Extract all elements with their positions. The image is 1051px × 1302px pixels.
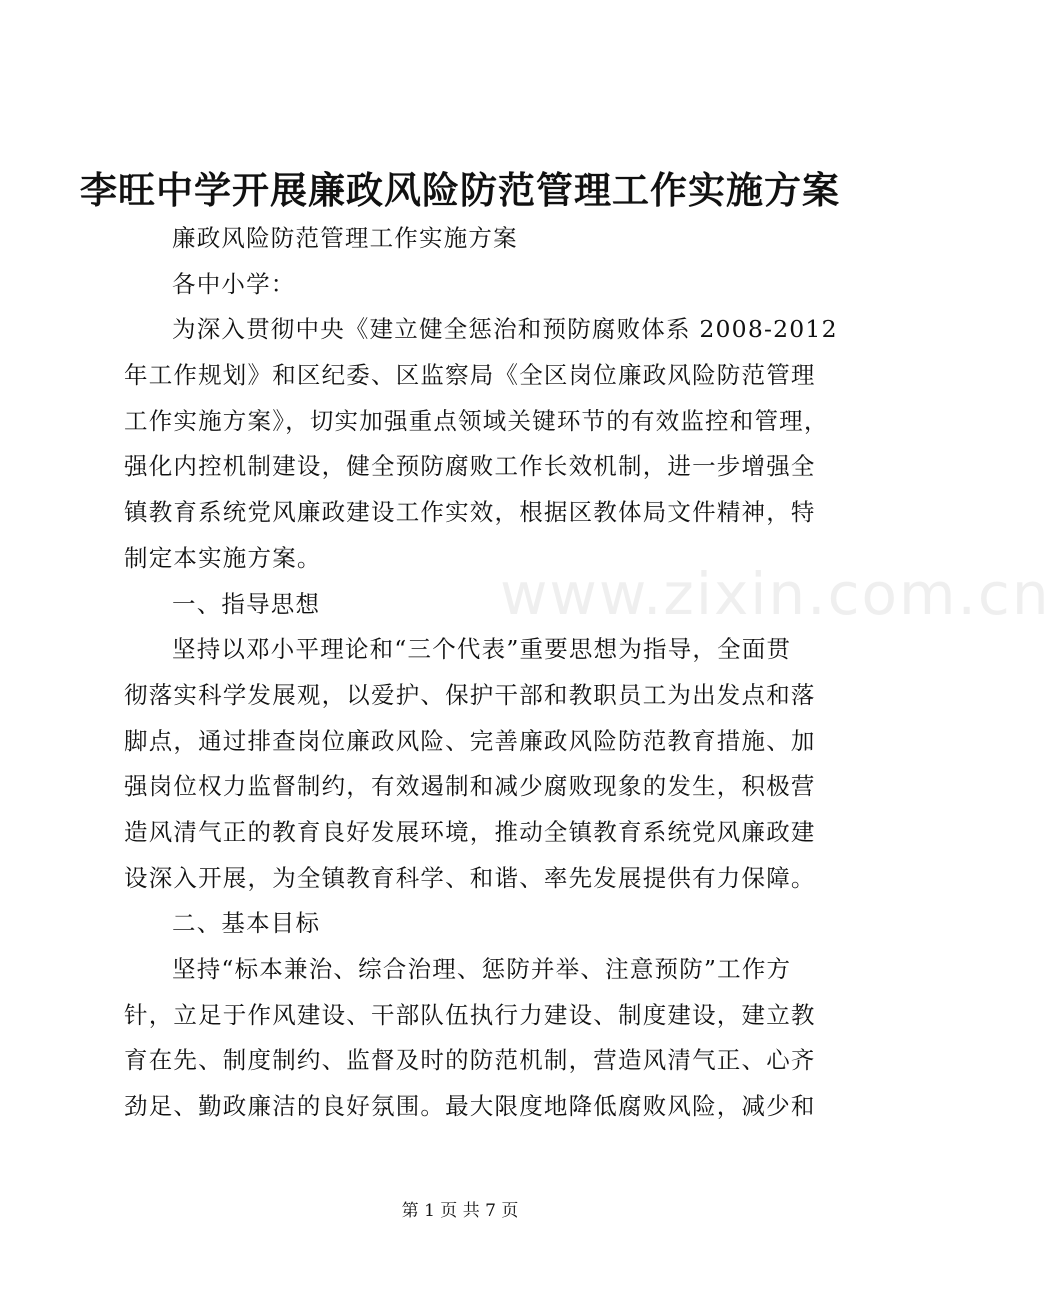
text-line: 各中小学： (172, 269, 296, 298)
text-line: 为深入贯彻中央《建立健全惩治和预防腐败体系 2008-2012 (172, 315, 838, 344)
text-line: 彻落实科学发展观，以爱护、保护干部和教职员工为出发点和落 (124, 680, 816, 709)
text-line: 脚点，通过排查岗位廉政风险、完善廉政风险防范教育措施、加 (124, 726, 816, 755)
document-title: 李旺中学开展廉政风险防范管理工作实施方案 (80, 168, 840, 212)
document-body (124, 216, 838, 1130)
text-line: 坚持“标本兼治、综合治理、惩防并举、注意预防”工作方 (172, 955, 792, 983)
text-line: 镇教育系统党风廉政建设工作实效，根据区教体局文件精神，特 (124, 498, 816, 527)
text-line: 工作实施方案》，切实加强重点领域关键环节的有效监控和管理， (124, 406, 829, 435)
text-line: 强岗位权力监督制约，有效遏制和减少腐败现象的发生，积极营 (124, 772, 816, 801)
text-line: 一、指导思想 (172, 589, 321, 618)
text-line: 制定本实施方案。 (124, 543, 322, 572)
text-line: 坚持以邓小平理论和“三个代表”重要思想为指导，全面贯 (172, 635, 792, 664)
text-line: 设深入开展，为全镇教育科学、和谐、率先发展提供有力保障。 (124, 863, 816, 892)
text-line: 强化内控机制建设，健全预防腐败工作长效机制，进一步增强全 (124, 452, 816, 481)
page-footer: 第 1 页 共 7 页 (401, 1201, 519, 1221)
text-line: 二、基本目标 (172, 909, 321, 938)
watermark: www.zixin.com.cn (500, 560, 1051, 628)
text-line: 年工作规划》和区纪委、区监察局《全区岗位廉政风险防范管理 (124, 361, 816, 390)
text-line: 针，立足于作风建设、干部队伍执行力建设、制度建设，建立教 (124, 1000, 816, 1029)
text-line: 劲足、勤政廉洁的良好氛围。最大限度地降低腐败风险，减少和 (124, 1092, 816, 1121)
text-line: 造风清气正的教育良好发展环境，推动全镇教育系统党风廉政建 (124, 817, 816, 846)
text-line: 育在先、制度制约、监督及时的防范机制，营造风清气正、心齐 (124, 1046, 816, 1075)
text-line: 廉政风险防范管理工作实施方案 (172, 224, 518, 252)
